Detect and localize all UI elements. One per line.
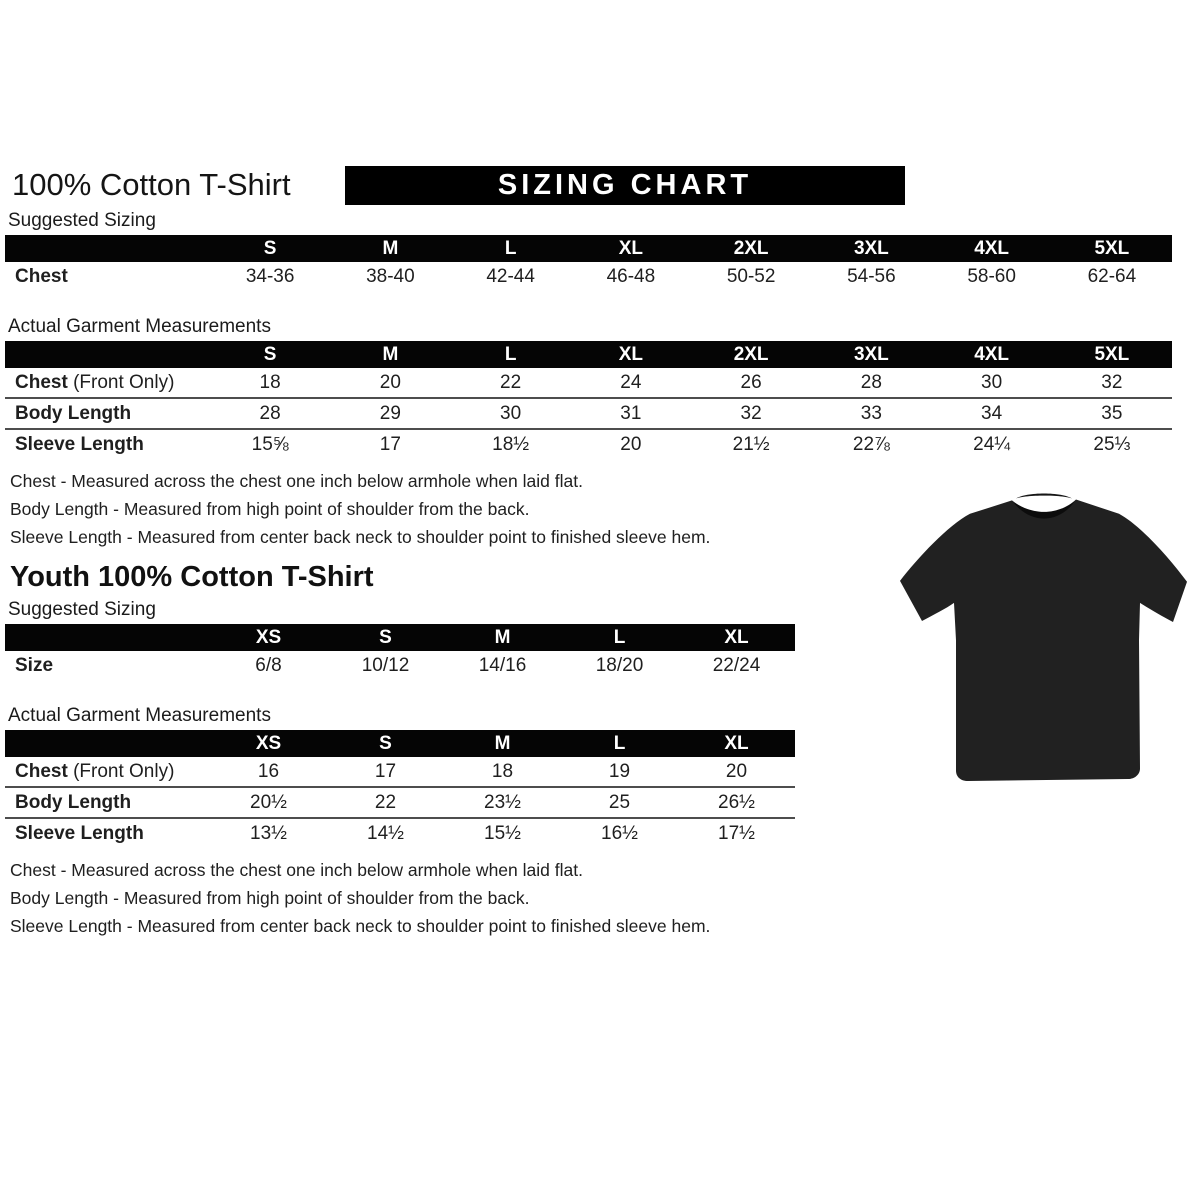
size-value: 15⅝: [210, 429, 330, 459]
size-column-header: 4XL: [932, 235, 1052, 262]
note-chest: Chest - Measured across the chest one inch below armhole when laid flat.: [10, 471, 583, 491]
row-label: Chest (Front Only): [15, 760, 175, 782]
table-corner-cell: [5, 341, 210, 368]
table-corner-cell: [5, 235, 210, 262]
table-row: [5, 398, 1172, 429]
size-column-header: XS: [210, 624, 327, 651]
table-header-row: [5, 624, 795, 651]
note-chest: Chest - Measured across the chest one inch below armhole when laid flat.: [10, 860, 583, 880]
size-value: 18: [491, 760, 514, 782]
adult-actual-measurements-label: Actual Garment Measurements: [8, 316, 271, 337]
size-value: 25⅓: [1052, 429, 1172, 459]
youth-suggested-sizing-label: Suggested Sizing: [8, 599, 156, 620]
youth-section-title: Youth 100% Cotton T-Shirt: [10, 561, 374, 593]
note-body-length: Body Length - Measured from high point of shoulder from the back.: [10, 499, 530, 519]
size-value: 30: [451, 398, 571, 429]
size-value: 30: [981, 371, 1003, 393]
header-row: [12, 0, 1200, 205]
size-column-header: M: [330, 341, 450, 368]
row-label: Chest (Front Only): [15, 371, 175, 393]
table-row: [5, 368, 1172, 398]
size-value: 24: [620, 371, 642, 393]
size-value: 54-56: [847, 265, 896, 287]
size-value: 14½: [327, 818, 444, 848]
size-value: 15½: [444, 818, 561, 848]
size-column-header: L: [561, 624, 678, 651]
size-value: 28: [210, 398, 330, 429]
size-column-header: L: [451, 341, 571, 368]
size-value: 33: [811, 398, 931, 429]
table-row: [5, 262, 1172, 291]
size-value: 35: [1052, 398, 1172, 429]
size-value: 18½: [451, 429, 571, 459]
size-value: 18: [259, 371, 281, 393]
size-value: 16½: [561, 818, 678, 848]
size-column-header: 4XL: [932, 341, 1052, 368]
table-row: [5, 429, 1172, 459]
size-value: 20: [725, 760, 748, 782]
size-column-header: 5XL: [1052, 235, 1172, 262]
size-value: 28: [860, 371, 882, 393]
youth-measurement-notes: [0, 860, 1200, 936]
note-sleeve-length: Sleeve Length - Measured from center back neck to shoulder point to finished sleeve hem.: [10, 527, 711, 547]
size-value: 6/8: [255, 654, 282, 676]
size-value: 46-48: [606, 265, 656, 287]
size-column-header: S: [210, 341, 330, 368]
size-value: 22: [327, 787, 444, 818]
size-value: 22⅞: [811, 429, 931, 459]
black-tshirt-image: [890, 487, 1190, 803]
size-value: 21½: [691, 429, 811, 459]
size-value: 31: [571, 398, 691, 429]
row-label: Body Length: [5, 787, 210, 818]
size-value: 29: [330, 398, 450, 429]
size-value: 34-36: [245, 265, 295, 287]
size-column-header: 5XL: [1052, 341, 1172, 368]
size-value: 14/16: [478, 654, 527, 676]
size-value: 17: [374, 760, 397, 782]
size-value: 24¼: [932, 429, 1052, 459]
row-label: Sleeve Length: [5, 429, 210, 459]
size-value: 22: [500, 371, 522, 393]
table-row: [5, 757, 795, 787]
size-column-header: 2XL: [691, 341, 811, 368]
size-value: 23½: [444, 787, 561, 818]
table-header-row: [5, 341, 1172, 368]
size-value: 26½: [678, 787, 795, 818]
youth-suggested-sizing-table: [5, 624, 795, 680]
row-label: Size: [15, 654, 54, 676]
adult-suggested-sizing-table: [5, 235, 1172, 291]
size-value: 17: [330, 429, 450, 459]
size-value: 20: [571, 429, 691, 459]
youth-actual-measurements-label: Actual Garment Measurements: [8, 705, 271, 726]
size-value: 10/12: [361, 654, 410, 676]
size-value: 58-60: [967, 265, 1016, 287]
size-value: 13½: [210, 818, 327, 848]
tshirt-icon: [890, 487, 1190, 803]
table-corner-cell: [5, 624, 210, 651]
sizing-chart-banner: SIZING CHART: [345, 166, 905, 205]
size-column-header: M: [330, 235, 450, 262]
table-row: [5, 818, 795, 848]
table-header-row: [5, 235, 1172, 262]
row-label: Sleeve Length: [5, 818, 210, 848]
row-label: Body Length: [5, 398, 210, 429]
size-column-header: XL: [678, 624, 795, 651]
adult-actual-measurements-table: [5, 341, 1172, 459]
size-column-header: XS: [210, 730, 327, 757]
size-column-header: 3XL: [811, 235, 931, 262]
table-row: [5, 787, 795, 818]
size-value: 26: [740, 371, 762, 393]
size-column-header: 3XL: [811, 341, 931, 368]
table-corner-cell: [5, 730, 210, 757]
size-column-header: L: [451, 235, 571, 262]
size-column-header: M: [444, 730, 561, 757]
size-value: 19: [608, 760, 631, 782]
row-label: Chest: [15, 265, 68, 287]
size-column-header: S: [327, 624, 444, 651]
size-value: 42-44: [486, 265, 535, 287]
size-value: 22/24: [712, 654, 761, 676]
size-column-header: XL: [571, 235, 691, 262]
size-column-header: S: [210, 235, 330, 262]
size-column-header: XL: [571, 341, 691, 368]
table-header-row: [5, 730, 795, 757]
size-column-header: S: [327, 730, 444, 757]
adult-suggested-sizing-label: Suggested Sizing: [8, 210, 156, 231]
size-column-header: 2XL: [691, 235, 811, 262]
note-sleeve-length: Sleeve Length - Measured from center back neck to shoulder point to finished sleeve hem.: [10, 916, 711, 936]
size-value: 25: [561, 787, 678, 818]
size-value: 20: [379, 371, 401, 393]
size-value: 50-52: [726, 265, 776, 287]
size-column-header: L: [561, 730, 678, 757]
size-value: 38-40: [366, 265, 415, 287]
table-row: [5, 651, 795, 680]
size-value: 16: [257, 760, 280, 782]
size-value: 32: [691, 398, 811, 429]
youth-actual-measurements-table: [5, 730, 795, 848]
adult-section-title: 100% Cotton T-Shirt: [12, 167, 291, 202]
size-value: 32: [1101, 371, 1123, 393]
size-value: 62-64: [1087, 265, 1137, 287]
size-value: 20½: [210, 787, 327, 818]
size-value: 18/20: [595, 654, 644, 676]
note-body-length: Body Length - Measured from high point of shoulder from the back.: [10, 888, 530, 908]
size-value: 17½: [678, 818, 795, 848]
size-column-header: XL: [678, 730, 795, 757]
size-value: 34: [932, 398, 1052, 429]
size-column-header: M: [444, 624, 561, 651]
